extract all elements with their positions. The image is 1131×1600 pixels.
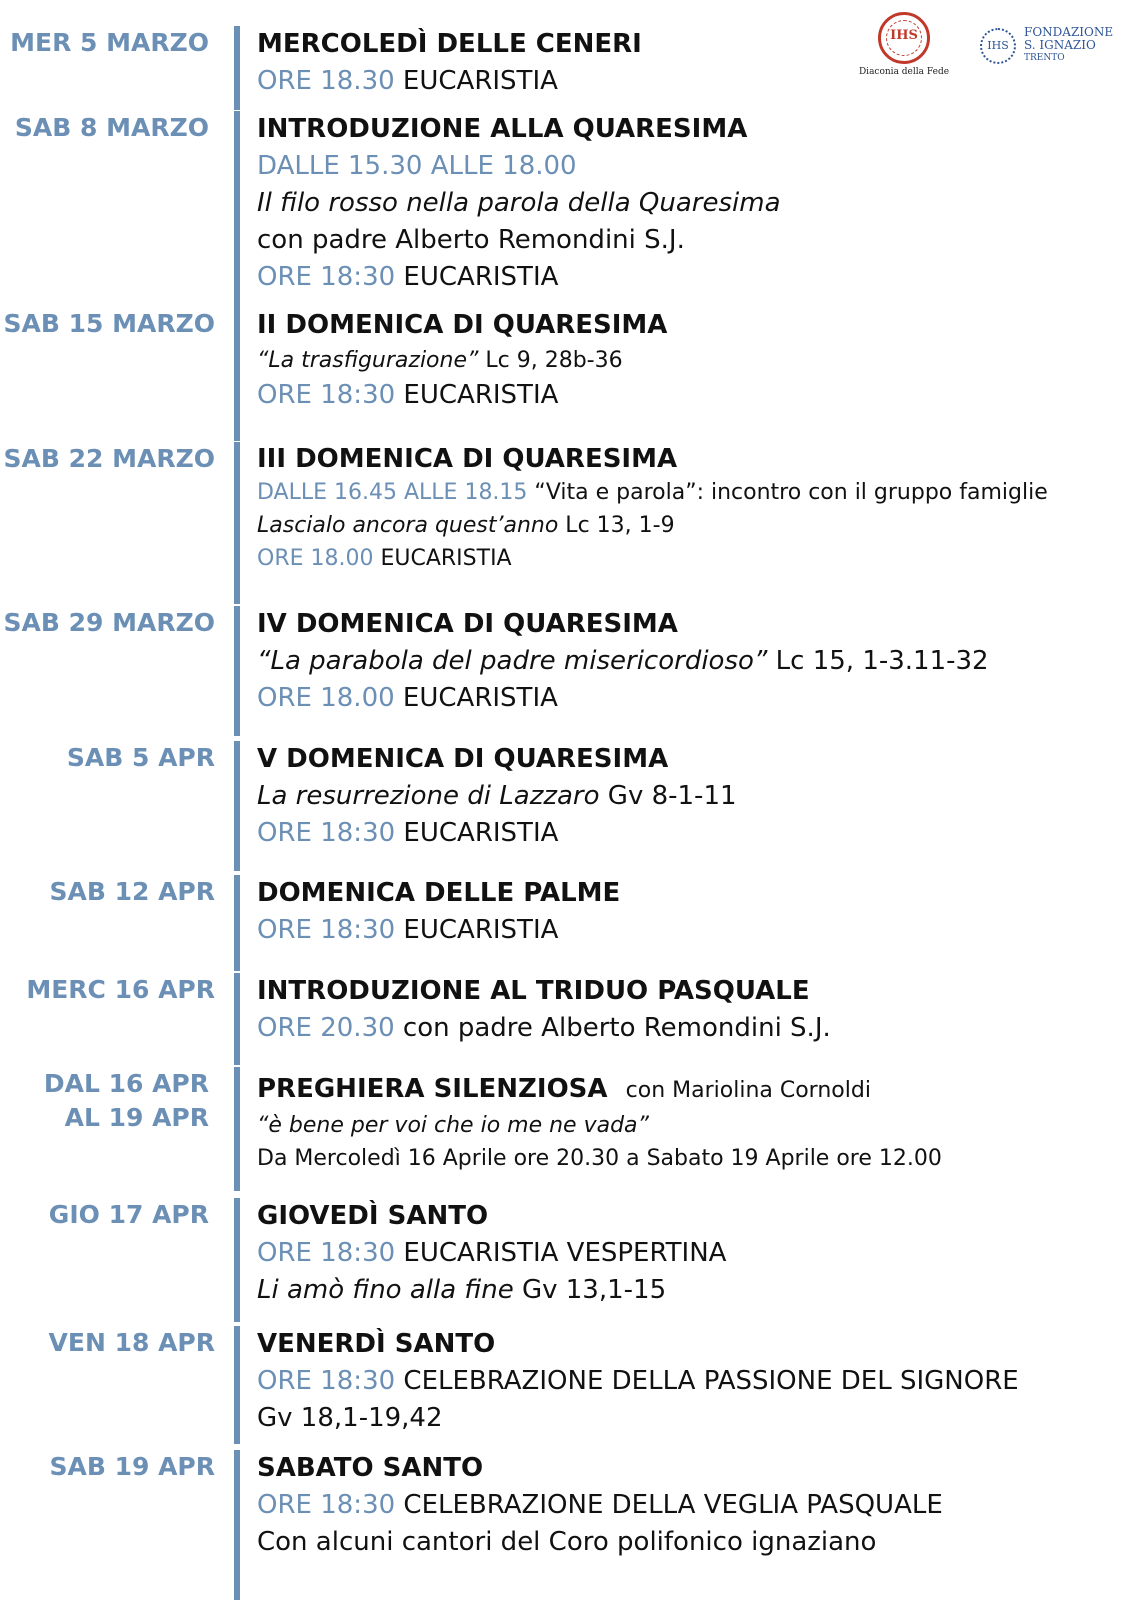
ihs-mark-icon: IHS bbox=[980, 28, 1016, 64]
event-line: ORE 18.00 EUCARISTIA bbox=[257, 546, 512, 571]
event-content bbox=[257, 973, 1119, 1047]
event-line: ORE 18:30 EUCARISTIA bbox=[257, 262, 559, 292]
event-content bbox=[257, 307, 1119, 414]
event-title: INTRODUZIONE ALLA QUARESIMA bbox=[257, 114, 748, 144]
timeline-bar bbox=[234, 111, 240, 307]
diaconia-caption: Diaconia della Fede bbox=[858, 67, 950, 77]
timeline-bar bbox=[234, 307, 240, 441]
event-time: ORE 18:30 bbox=[257, 818, 396, 848]
event-title: SABATO SANTO bbox=[257, 1453, 484, 1483]
event-content bbox=[257, 741, 1119, 852]
event-row bbox=[0, 26, 1131, 112]
timeline-bar bbox=[234, 26, 240, 110]
event-date: SAB 29 MARZO bbox=[3, 608, 215, 637]
event-reading: “La parabola del padre misericordioso” Lc 15, 1-3.11-32 bbox=[257, 646, 989, 676]
event-content bbox=[257, 1198, 1119, 1309]
event-row bbox=[0, 741, 1131, 871]
event-time: ORE 18.30 bbox=[257, 66, 395, 96]
event-title: II DOMENICA DI QUARESIMA bbox=[257, 310, 668, 340]
event-line: ORE 20.30 con padre Alberto Remondini S.J. bbox=[257, 1013, 831, 1043]
event-reading: La resurrezione di Lazzaro Gv 8-1-11 bbox=[257, 781, 737, 811]
event-title: PREGHIERA SILENZIOSA con Mariolina Cornoldi bbox=[257, 1074, 871, 1104]
event-title: IV DOMENICA DI QUARESIMA bbox=[257, 609, 678, 639]
event-line: ORE 18:30 CELEBRAZIONE DELLA PASSIONE DEL SIGNORE bbox=[257, 1366, 1019, 1396]
event-line: ORE 18.00 EUCARISTIA bbox=[257, 683, 558, 713]
event-row bbox=[0, 307, 1131, 441]
timeline-bar bbox=[234, 1450, 240, 1600]
event-time: ORE 18:30 bbox=[257, 915, 396, 945]
timeline-bar bbox=[234, 606, 240, 736]
event-time: ORE 18:30 bbox=[257, 380, 396, 410]
timeline-bar bbox=[234, 1067, 240, 1191]
event-row bbox=[0, 1198, 1131, 1322]
event-time: ORE 18.00 bbox=[257, 683, 395, 713]
event-reading: Gv 18,1-19,42 bbox=[257, 1403, 443, 1433]
event-title: MERCOLEDÌ DELLE CENERI bbox=[257, 29, 642, 59]
fondazione-name: FONDAZIONE S. IGNAZIO TRENTO bbox=[1024, 25, 1114, 63]
event-line: ORE 18.30 EUCARISTIA bbox=[257, 66, 558, 96]
timeline-bar bbox=[234, 973, 240, 1065]
event-date: SAB 19 APR bbox=[49, 1452, 215, 1481]
event-date: DAL 16 APR bbox=[43, 1069, 209, 1098]
event-reading: Lascialo ancora quest’anno Lc 13, 1-9 bbox=[257, 513, 675, 538]
event-line: ORE 18:30 EUCARISTIA bbox=[257, 818, 559, 848]
timeline-bar bbox=[234, 1198, 240, 1322]
event-speaker: con padre Alberto Remondini S.J. bbox=[257, 225, 685, 255]
event-row bbox=[0, 111, 1131, 307]
event-content bbox=[257, 1450, 1119, 1561]
event-date: MER 5 MARZO bbox=[10, 28, 209, 57]
event-row bbox=[0, 442, 1131, 606]
event-content bbox=[257, 1071, 1119, 1175]
event-row bbox=[0, 606, 1131, 736]
event-time: ORE 18:30 bbox=[257, 1490, 396, 1520]
ihs-seal-icon: IHS bbox=[878, 12, 930, 64]
event-date: SAB 5 APR bbox=[66, 743, 215, 772]
event-title: VENERDÌ SANTO bbox=[257, 1329, 496, 1359]
event-date: GIO 17 APR bbox=[48, 1200, 209, 1229]
event-row bbox=[0, 1067, 1131, 1193]
event-row bbox=[0, 1326, 1131, 1444]
event-row bbox=[0, 973, 1131, 1065]
event-title: V DOMENICA DI QUARESIMA bbox=[257, 744, 669, 774]
event-title: INTRODUZIONE AL TRIDUO PASQUALE bbox=[257, 976, 810, 1006]
event-date: SAB 12 APR bbox=[49, 877, 215, 906]
event-row bbox=[0, 875, 1131, 971]
event-time: DALLE 15.30 ALLE 18.00 bbox=[257, 151, 577, 181]
event-title-sub: con Mariolina Cornoldi bbox=[625, 1078, 871, 1103]
event-time: DALLE 16.45 ALLE 18.15 bbox=[257, 480, 528, 505]
event-time: ORE 20.30 bbox=[257, 1013, 395, 1043]
timeline-bar bbox=[234, 1326, 240, 1444]
event-detail: Da Mercoledì 16 Aprile ore 20.30 a Sabato 19 Aprile ore 12.00 bbox=[257, 1146, 942, 1171]
event-time: ORE 18:30 bbox=[257, 262, 396, 292]
event-line: ORE 18:30 CELEBRAZIONE DELLA VEGLIA PASQUALE bbox=[257, 1490, 943, 1520]
event-content bbox=[257, 875, 1119, 949]
event-reading: “La trasfigurazione” Lc 9, 28b-36 bbox=[257, 348, 623, 373]
event-time: ORE 18:30 bbox=[257, 1366, 396, 1396]
event-time: ORE 18:30 bbox=[257, 1238, 396, 1268]
event-content bbox=[257, 442, 1119, 575]
event-line: ORE 18:30 EUCARISTIA VESPERTINA bbox=[257, 1238, 727, 1268]
event-detail: Con alcuni cantori del Coro polifonico ignaziano bbox=[257, 1527, 877, 1557]
event-line: ORE 18:30 EUCARISTIA bbox=[257, 915, 559, 945]
timeline-bar bbox=[234, 875, 240, 971]
event-date: VEN 18 APR bbox=[48, 1328, 215, 1357]
event-time: ORE 18.00 bbox=[257, 546, 374, 571]
timeline-bar bbox=[234, 442, 240, 604]
event-title: GIOVEDÌ SANTO bbox=[257, 1201, 489, 1231]
event-content bbox=[257, 606, 1119, 717]
event-line: DALLE 16.45 ALLE 18.15 “Vita e parola”: incontro con il gruppo famiglie bbox=[257, 480, 1048, 505]
timeline-bar bbox=[234, 741, 240, 871]
event-line: ORE 18:30 EUCARISTIA bbox=[257, 380, 559, 410]
event-topic: Il filo rosso nella parola della Quaresima bbox=[257, 188, 781, 218]
event-content bbox=[257, 26, 1119, 100]
event-row bbox=[0, 1450, 1131, 1600]
event-date-end: AL 19 APR bbox=[64, 1103, 209, 1132]
event-title: DOMENICA DELLE PALME bbox=[257, 878, 621, 908]
event-reading: Li amò fino alla fine Gv 13,1-15 bbox=[257, 1275, 667, 1305]
event-date: SAB 15 MARZO bbox=[3, 309, 215, 338]
event-content bbox=[257, 1326, 1119, 1437]
event-quote: “è bene per voi che io me ne vada” bbox=[257, 1113, 649, 1138]
event-date: MERC 16 APR bbox=[26, 975, 215, 1004]
event-content bbox=[257, 111, 1119, 296]
event-date: SAB 8 MARZO bbox=[14, 113, 209, 142]
event-title: III DOMENICA DI QUARESIMA bbox=[257, 444, 678, 474]
event-date: SAB 22 MARZO bbox=[3, 444, 215, 473]
